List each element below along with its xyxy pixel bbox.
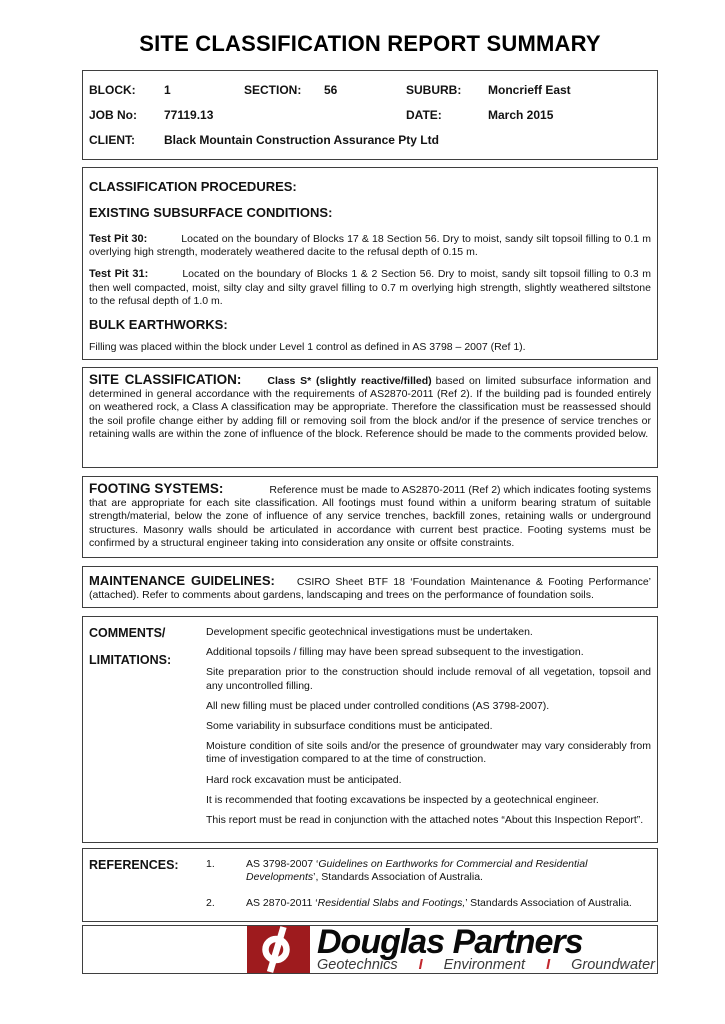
- comment-item: Development specific geotechnical investigations must be undertaken.: [206, 626, 533, 638]
- logo-text-block: [317, 927, 655, 973]
- block-label: BLOCK:: [89, 82, 136, 97]
- reference-text: ’ Standards Association of Australia.: [465, 896, 632, 909]
- tagline-separator: I: [418, 956, 423, 973]
- reference-number: 1.: [206, 858, 215, 870]
- tab-spacer: [223, 492, 269, 493]
- section-label: SECTION:: [244, 82, 302, 97]
- tab-spacer: [147, 241, 181, 242]
- reference-text: AS 2870-2011 ‘: [246, 896, 318, 909]
- test-pit-31-label: Test Pit 31:: [89, 268, 149, 281]
- tagline-geotechnics: Geotechnics: [317, 956, 398, 973]
- date-value: March 2015: [488, 107, 554, 122]
- company-name: Douglas Partners: [317, 925, 583, 961]
- comment-item: Moisture condition of site soils and/or the presence of groundwater may vary considerably from time of investigation compared to at the time of construction.: [206, 740, 651, 766]
- footing-systems-text: Reference must be made to AS2870-2011 (Ref 2) which indicates footing systems that are appropriate for each site classification. All footings must found within a uniform bearing stratum of suitable strength/material, below the zone of influence of any service trenches, backfill zones, retaining walls or underground structures. Masonry walls should be articulated in accordance with current best practice. Footing systems must be confirmed by a structural engineer taking into consideration any onsite or offsite constraints.: [89, 484, 651, 549]
- reference-title-italic: Guidelines on Earthworks for Commercial and Residential Developments: [246, 858, 588, 884]
- footing-systems-label: FOOTING SYSTEMS:: [89, 481, 224, 496]
- suburb-value: Moncrieff East: [488, 82, 571, 97]
- tab-spacer: [275, 584, 297, 585]
- comments-label-column: [89, 626, 206, 668]
- maintenance-text: CSIRO Sheet BTF 18 ‘Foundation Maintenance & Footing Performance’ (attached). Refer to comments about gardens, landscaping and trees on the performance of foundation soils.: [89, 576, 651, 602]
- job-value: 77119.13: [164, 107, 214, 122]
- site-classification-paragraph: [89, 373, 651, 441]
- tab-spacer: [241, 383, 267, 384]
- footing-systems-paragraph: [89, 482, 651, 550]
- company-tagline: [317, 958, 655, 973]
- date-label: DATE:: [406, 107, 442, 122]
- limitations-label: LIMITATIONS:: [89, 653, 172, 667]
- site-classification-label: SITE CLASSIFICATION:: [89, 372, 242, 387]
- reference-item: [246, 897, 651, 910]
- test-pit-30-paragraph: [89, 233, 651, 259]
- job-label: JOB No:: [89, 107, 137, 122]
- comment-item: Site preparation prior to the construction should include removal of all vegetation, topsoil and any uncontrolled filling.: [206, 666, 651, 692]
- page-title: SITE CLASSIFICATION REPORT SUMMARY: [139, 31, 601, 56]
- maintenance-label: MAINTENANCE GUIDELINES:: [89, 573, 275, 588]
- maintenance-paragraph: [89, 573, 651, 602]
- test-pit-31-paragraph: [89, 268, 651, 308]
- reference-title-italic: Residential Slabs and Footings,: [317, 896, 466, 909]
- bulk-earthworks-text: Filling was placed within the block under Level 1 control as defined in AS 3798 – 2007 (Ref 1).: [89, 341, 526, 354]
- comment-item: Hard rock excavation must be anticipated.: [206, 773, 402, 786]
- reference-text: ’, Standards Association of Australia.: [313, 871, 483, 884]
- client-value: Black Mountain Construction Assurance Pty Ltd: [164, 133, 439, 148]
- procedures-heading: CLASSIFICATION PROCEDURES:: [89, 179, 297, 194]
- block-value: 1: [164, 82, 171, 97]
- suburb-label: SUBURB:: [406, 82, 462, 97]
- tab-spacer: [148, 276, 182, 277]
- reference-number: 2.: [206, 896, 215, 909]
- section-value: 56: [324, 82, 338, 97]
- header-info-box: [82, 70, 658, 160]
- references-box: [82, 848, 658, 922]
- subsurface-heading: EXISTING SUBSURFACE CONDITIONS:: [89, 205, 333, 220]
- comment-item: This report must be read in conjunction with the attached notes “About this Inspection Report”.: [206, 814, 644, 827]
- client-label: CLIENT:: [89, 133, 135, 148]
- references-label: REFERENCES:: [89, 858, 179, 872]
- comments-items-column: [206, 626, 651, 834]
- bulk-earthworks-heading: BULK EARTHWORKS:: [89, 317, 228, 333]
- site-classification-text: based on limited subsurface information and determined in general accordance with the requirements of AS2870-2011 (Ref 2). If the building pad is founded entirely on weathered rock, a Class A classification may be appropriate. Therefore the classification must be reassessed should the soil profile change either by adding fill or removing soil from the block and/or if the presence of service trenches or retaining walls are within the zone of influence of the block. Reference should be made to the comments provided below.: [89, 375, 651, 440]
- tagline-groundwater: Groundwater: [571, 956, 655, 973]
- test-pit-31-text: Located on the boundary of Blocks 1 & 2 Section 56. Dry to moist, sandy silt topsoil filling to 0.3 m then well compacted, moist, silty clay and silty gravel filling to 0.7 m overlying high strength, slightly weathered siltstone to the refusal depth of 1.0 m.: [89, 268, 651, 307]
- tagline-separator: I: [546, 956, 551, 973]
- site-classification-box: [82, 367, 658, 468]
- company-logo-strip: [82, 925, 658, 974]
- reference-item: [246, 858, 651, 884]
- site-class-value: Class S* (slightly reactive/filled): [267, 375, 432, 387]
- comment-item: Some variability in subsurface conditions must be anticipated.: [206, 720, 493, 733]
- comment-item: All new filling must be placed under controlled conditions (AS 3798-2007).: [206, 699, 550, 712]
- comment-item: Additional topsoils / filling may have been spread subsequent to the investigation.: [206, 646, 584, 659]
- classification-procedures-box: [82, 167, 658, 360]
- comment-item: It is recommended that footing excavations be inspected by a geotechnical engineer.: [206, 793, 599, 806]
- reference-text: AS 3798-2007 ‘: [246, 858, 319, 870]
- maintenance-guidelines-box: [82, 566, 658, 608]
- test-pit-30-label: Test Pit 30:: [89, 233, 148, 245]
- test-pit-30-text: Located on the boundary of Blocks 17 & 18 Section 56. Dry to moist, sandy silt topsoil filling to 0.1 m overlying high strength, moderately weathered dacite to the refusal depth of 0.15 m.: [89, 233, 651, 259]
- dp-monogram-icon: [247, 926, 310, 973]
- footing-systems-box: [82, 476, 658, 558]
- comments-limitations-box: [82, 616, 658, 843]
- comments-label: COMMENTS/: [89, 626, 166, 640]
- tagline-environment: Environment: [443, 956, 526, 973]
